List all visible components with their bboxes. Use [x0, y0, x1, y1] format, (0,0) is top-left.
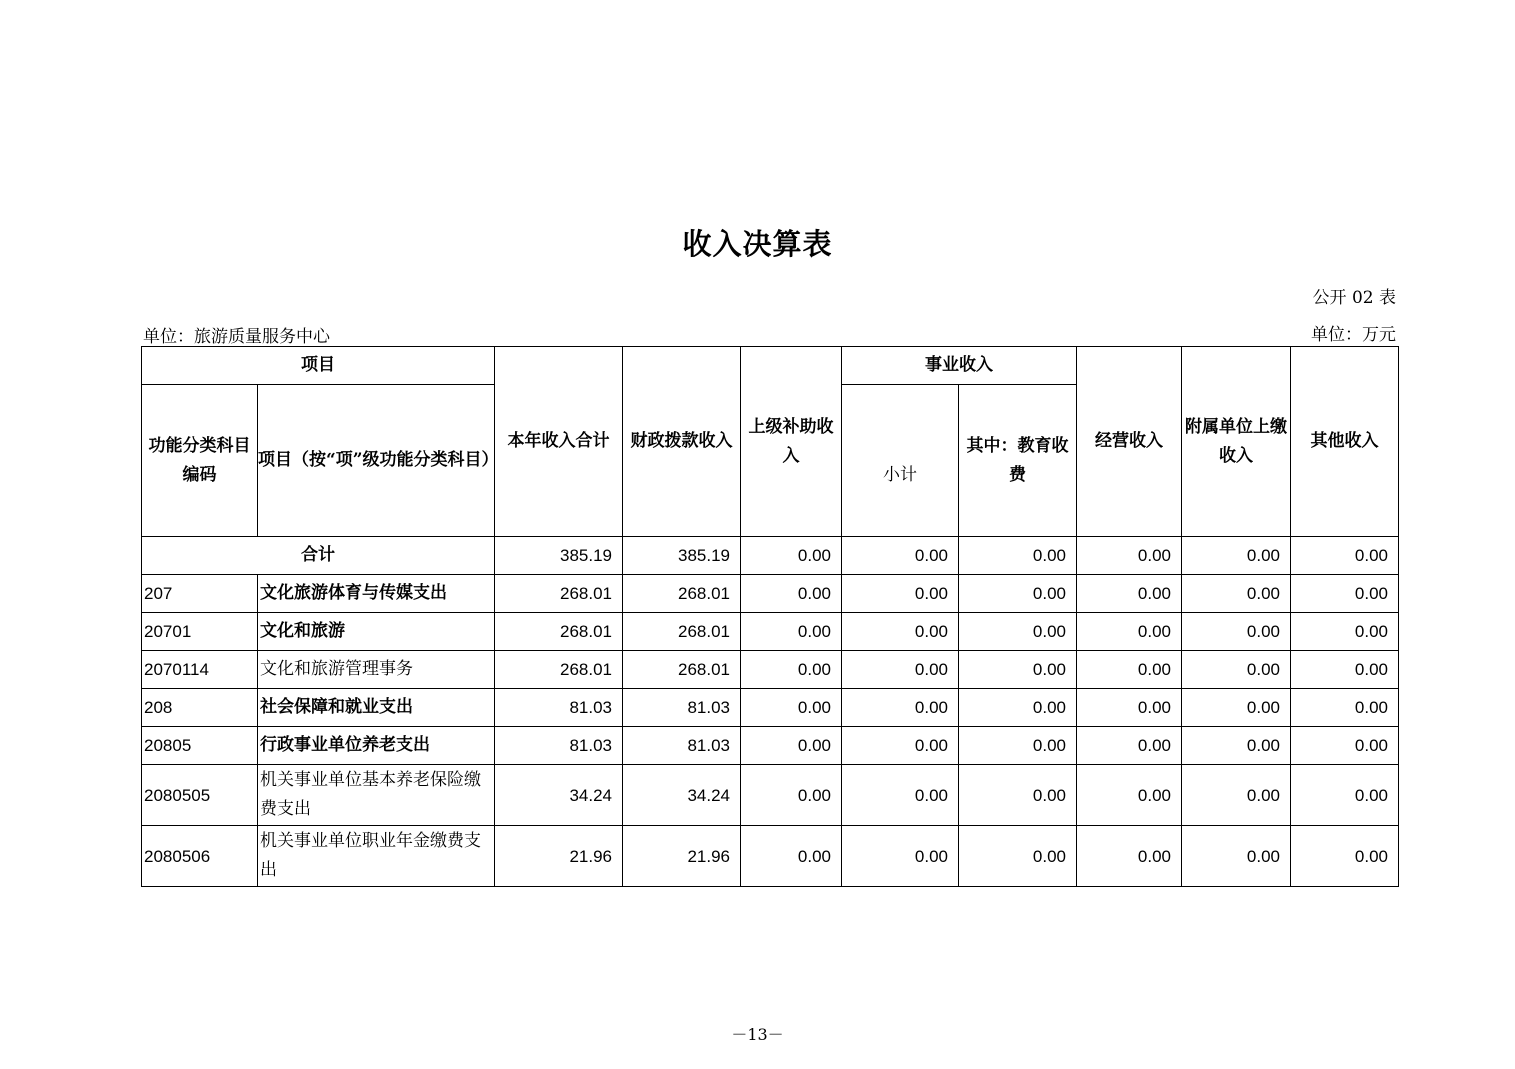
unit-currency: 单位：万元 [1311, 325, 1396, 345]
table-row [142, 613, 1399, 651]
header-fiscal-income: 财政拨款收入 [623, 347, 741, 537]
row-value: 0.00 [959, 575, 1077, 613]
row-value: 0.00 [1182, 689, 1291, 727]
row-value: 0.00 [1077, 826, 1182, 887]
total-value: 385.19 [623, 537, 741, 575]
row-code: 207 [142, 575, 258, 613]
row-value: 81.03 [623, 727, 741, 765]
unit-organization: 单位：旅游质量服务中心 [143, 327, 330, 347]
header-superior-subsidy: 上级补助收入 [741, 347, 842, 537]
row-value: 268.01 [623, 613, 741, 651]
row-code: 2080506 [142, 826, 258, 887]
page-number: －13－ [731, 1025, 784, 1044]
row-value: 0.00 [1291, 727, 1399, 765]
total-value: 0.00 [1077, 537, 1182, 575]
header-other-income: 其他收入 [1291, 347, 1399, 537]
row-value: 0.00 [959, 826, 1077, 887]
row-value: 0.00 [1291, 613, 1399, 651]
row-value: 21.96 [495, 826, 623, 887]
header-education-fee: 其中：教育收费 [959, 385, 1077, 537]
row-value: 0.00 [741, 651, 842, 689]
row-value: 34.24 [495, 765, 623, 826]
row-value: 0.00 [842, 575, 959, 613]
total-value: 0.00 [1291, 537, 1399, 575]
row-name: 社会保障和就业支出 [258, 689, 495, 727]
row-value: 0.00 [1291, 575, 1399, 613]
header-project: 项目 [142, 347, 495, 385]
row-value: 0.00 [741, 826, 842, 887]
row-value: 0.00 [842, 727, 959, 765]
table-row [142, 765, 1399, 826]
header-operating-income: 经营收入 [1077, 347, 1182, 537]
header-subtotal: 小计 [842, 385, 959, 537]
row-value: 268.01 [495, 575, 623, 613]
row-value: 0.00 [1077, 613, 1182, 651]
row-value: 0.00 [842, 613, 959, 651]
row-value: 0.00 [1077, 575, 1182, 613]
total-row [142, 537, 1399, 575]
row-name: 文化和旅游管理事务 [258, 651, 495, 689]
table-row [142, 689, 1399, 727]
row-code: 20805 [142, 727, 258, 765]
row-value: 81.03 [495, 689, 623, 727]
total-value: 0.00 [842, 537, 959, 575]
row-value: 0.00 [1182, 765, 1291, 826]
row-value: 0.00 [959, 727, 1077, 765]
row-value: 81.03 [495, 727, 623, 765]
row-value: 0.00 [959, 651, 1077, 689]
row-value: 0.00 [959, 689, 1077, 727]
row-value: 0.00 [1291, 651, 1399, 689]
row-value: 34.24 [623, 765, 741, 826]
row-value: 0.00 [1077, 651, 1182, 689]
table-row [142, 727, 1399, 765]
row-value: 268.01 [495, 613, 623, 651]
total-value: 0.00 [1182, 537, 1291, 575]
row-value: 0.00 [959, 765, 1077, 826]
row-value: 0.00 [842, 765, 959, 826]
row-code: 208 [142, 689, 258, 727]
row-value: 0.00 [1077, 689, 1182, 727]
header-project-name: 项目（按“项”级功能分类科目） [258, 385, 495, 537]
row-value: 0.00 [1291, 765, 1399, 826]
total-value: 0.00 [741, 537, 842, 575]
row-value: 268.01 [495, 651, 623, 689]
row-value: 0.00 [842, 651, 959, 689]
row-name: 文化旅游体育与传媒支出 [258, 575, 495, 613]
total-label: 合计 [142, 537, 495, 575]
row-code: 2080505 [142, 765, 258, 826]
total-value: 385.19 [495, 537, 623, 575]
row-value: 21.96 [623, 826, 741, 887]
row-value: 81.03 [623, 689, 741, 727]
row-name: 文化和旅游 [258, 613, 495, 651]
row-value: 0.00 [741, 575, 842, 613]
row-value: 0.00 [842, 689, 959, 727]
row-code: 2070114 [142, 651, 258, 689]
row-value: 0.00 [1291, 689, 1399, 727]
row-name: 机关事业单位职业年金缴费支出 [258, 826, 495, 887]
table-row [142, 575, 1399, 613]
row-name: 机关事业单位基本养老保险缴费支出 [258, 765, 495, 826]
header-total-income: 本年收入合计 [495, 347, 623, 537]
row-value: 0.00 [741, 727, 842, 765]
total-value: 0.00 [959, 537, 1077, 575]
page-title: 收入决算表 [682, 227, 833, 261]
row-value: 0.00 [842, 826, 959, 887]
row-value: 268.01 [623, 651, 741, 689]
row-code: 20701 [142, 613, 258, 651]
form-number: 公开 02 表 [1312, 288, 1396, 308]
table-row [142, 651, 1399, 689]
header-affiliated-income: 附属单位上缴收入 [1182, 347, 1291, 537]
row-value: 0.00 [1182, 613, 1291, 651]
row-value: 0.00 [1291, 826, 1399, 887]
row-value: 0.00 [741, 765, 842, 826]
row-value: 0.00 [1182, 651, 1291, 689]
row-value: 0.00 [959, 613, 1077, 651]
income-statement-table [141, 346, 1399, 887]
row-value: 268.01 [623, 575, 741, 613]
header-row-top [142, 347, 1399, 385]
row-value: 0.00 [1077, 765, 1182, 826]
row-value: 0.00 [1182, 575, 1291, 613]
row-name: 行政事业单位养老支出 [258, 727, 495, 765]
header-business-income: 事业收入 [842, 347, 1077, 385]
header-func-code: 功能分类科目编码 [142, 385, 258, 537]
table-row [142, 826, 1399, 887]
row-value: 0.00 [1182, 727, 1291, 765]
row-value: 0.00 [741, 689, 842, 727]
row-value: 0.00 [1182, 826, 1291, 887]
row-value: 0.00 [1077, 727, 1182, 765]
row-value: 0.00 [741, 613, 842, 651]
